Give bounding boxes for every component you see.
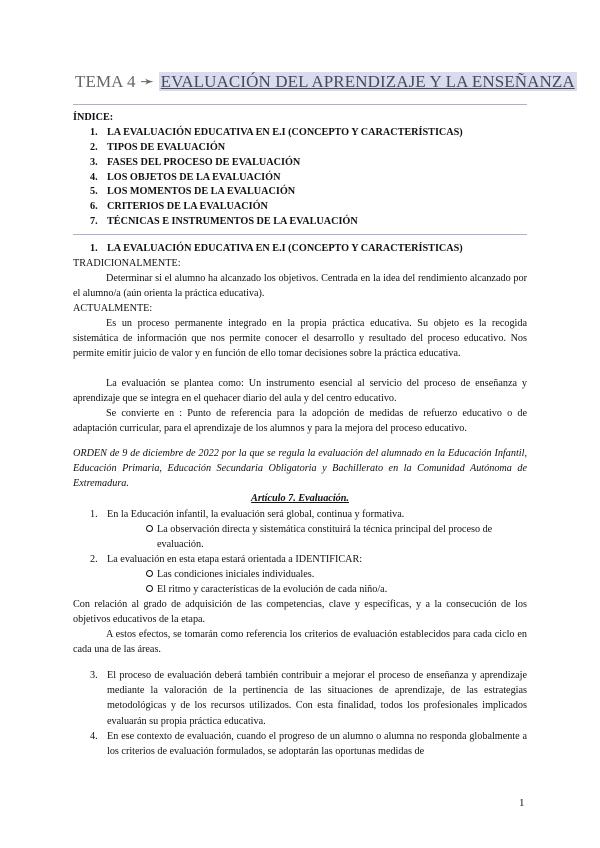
relation-paragraph: Con relación al grado de adquisición de las competencias, clave y específicas, y a la consecución de los objetivos educativos de la etapa.: [73, 599, 527, 626]
index-text: FASES DEL PROCESO DE EVALUACIÓN: [107, 157, 301, 168]
index-item: [90, 199, 268, 214]
index-item: [90, 125, 463, 140]
index-num: 3.: [90, 157, 98, 168]
trad-paragraph: Determinar si el alumno ha alcanzado los objetivos. Centrada en la idea del rendimiento alcanzado por el alumno/a (aún orienta la práctica educativa).: [73, 273, 527, 300]
item4-text: En ese contexto de evaluación, cuando el progreso de un alumno o alumna no responda globalmente a los criterios de evaluación formulados, se adoptarán las oportunas medidas de: [107, 731, 527, 758]
index-text: CRITERIOS DE LA EVALUACIÓN: [107, 201, 268, 212]
page-number: 1: [519, 797, 525, 809]
index-divider: [73, 234, 527, 235]
page-title: [75, 72, 575, 98]
article-title: Artículo 7. Evaluación.: [251, 493, 349, 504]
sub-bullet: [146, 567, 526, 582]
index-item: [90, 214, 358, 229]
index-num: 1.: [90, 127, 98, 138]
sub-text: El ritmo y características de la evolución de cada niño/a.: [157, 584, 388, 595]
article-item: [90, 507, 526, 522]
actual-paragraph: Es un proceso permanente integrado en la propia práctica educativa. Su objeto es la recogida sistemática de información que nos permite conocer el desarrollo y resultado del proceso educativo. Nos permite emitir juicio de valor y en función de ello tomar decisiones sobre la práctica educativa.: [73, 318, 527, 360]
orden-paragraph: ORDEN de 9 de diciembre de 2022 por la que se regula la evaluación del alumnado en la Educación Infantil, Educación Primaria, Educación Secundaria Obligatoria y Bachillerato en la Comunidad Autónoma de Extremadura.: [73, 448, 527, 490]
section-num: 1.: [90, 243, 98, 254]
index-text: TIPOS DE EVALUACIÓN: [107, 142, 226, 153]
article-num: 2.: [90, 554, 98, 565]
index-num: 5.: [90, 186, 98, 197]
index-item: [90, 184, 295, 199]
section-title: LA EVALUACIÓN EDUCATIVA EN E.I (CONCEPTO Y CARACTERÍSTICAS): [107, 243, 463, 254]
effects-paragraph: A estos efectos, se tomarán como referencia los criterios de evaluación establecidos para cada ciclo en cada una de las áreas.: [73, 629, 527, 656]
sub-text: La observación directa y sistemática constituirá la técnica principal del proceso de evaluación.: [157, 524, 493, 551]
index-item: [90, 140, 225, 155]
index-item: [90, 155, 300, 170]
circle-bullet-icon: [146, 585, 153, 592]
title-main: EVALUACIÓN DEL APRENDIZAJE Y LA ENSEÑANZA: [160, 72, 575, 91]
index-num: 6.: [90, 201, 98, 212]
item3-text: El proceso de evaluación deberá también contribuir a mejorar el proceso de enseñanza y aprendizaje mediante la valoración de la pertinencia de las situaciones de aprendizaje, de las estrategias metodológicas y de los recursos utilizados. Con esta finalidad, todos los profesionales implicados evaluarán su propia práctica educativa.: [107, 670, 527, 727]
sub-text: Las condiciones iniciales individuales.: [157, 569, 315, 580]
circle-bullet-icon: [146, 525, 153, 532]
article-text: En la Educación infantil, la evaluación será global, continua y formativa.: [107, 509, 405, 520]
item4-num: 4.: [90, 731, 98, 742]
item3-num: 3.: [90, 670, 98, 681]
eval-paragraph: La evaluación se plantea como: Un instrumento esencial al servicio del proceso de enseñanza y aprendizaje que se integra en el quehacer diario del aula y del centro educativo.: [73, 378, 527, 405]
circle-bullet-icon: [146, 570, 153, 577]
index-text: LOS MOMENTOS DE LA EVALUACIÓN: [107, 186, 296, 197]
actual-label: ACTUALMENTE:: [73, 303, 153, 314]
index-item: [90, 170, 280, 185]
index-text: TÉCNICAS E INSTRUMENTOS DE LA EVALUACIÓN: [107, 216, 358, 227]
section-heading: [90, 241, 463, 256]
index-num: 4.: [90, 172, 98, 183]
arrow-icon: ➛: [139, 72, 159, 91]
trad-label: TRADICIONALMENTE:: [73, 258, 181, 269]
index-heading: ÍNDICE:: [73, 112, 114, 123]
article-item: [90, 552, 526, 567]
title-prefix: TEMA 4: [75, 72, 140, 91]
index-num: 7.: [90, 216, 98, 227]
title-divider: [73, 104, 527, 105]
article-num: 1.: [90, 509, 98, 520]
index-text: LOS OBJETOS DE LA EVALUACIÓN: [107, 172, 281, 183]
article-text: La evaluación en esta etapa estará orientada a IDENTIFICAR:: [107, 554, 363, 565]
sub-bullet: [146, 522, 537, 552]
index-num: 2.: [90, 142, 98, 153]
converts-paragraph: Se convierte en : Punto de referencia para la adopción de medidas de refuerzo educativo o de adaptación curricular, para el aprendizaje de los alumnos y para la mejora del proceso educativo.: [73, 408, 527, 435]
sub-bullet: [146, 582, 526, 597]
index-text: LA EVALUACIÓN EDUCATIVA EN E.I (CONCEPTO Y CARACTERÍSTICAS): [107, 127, 463, 138]
